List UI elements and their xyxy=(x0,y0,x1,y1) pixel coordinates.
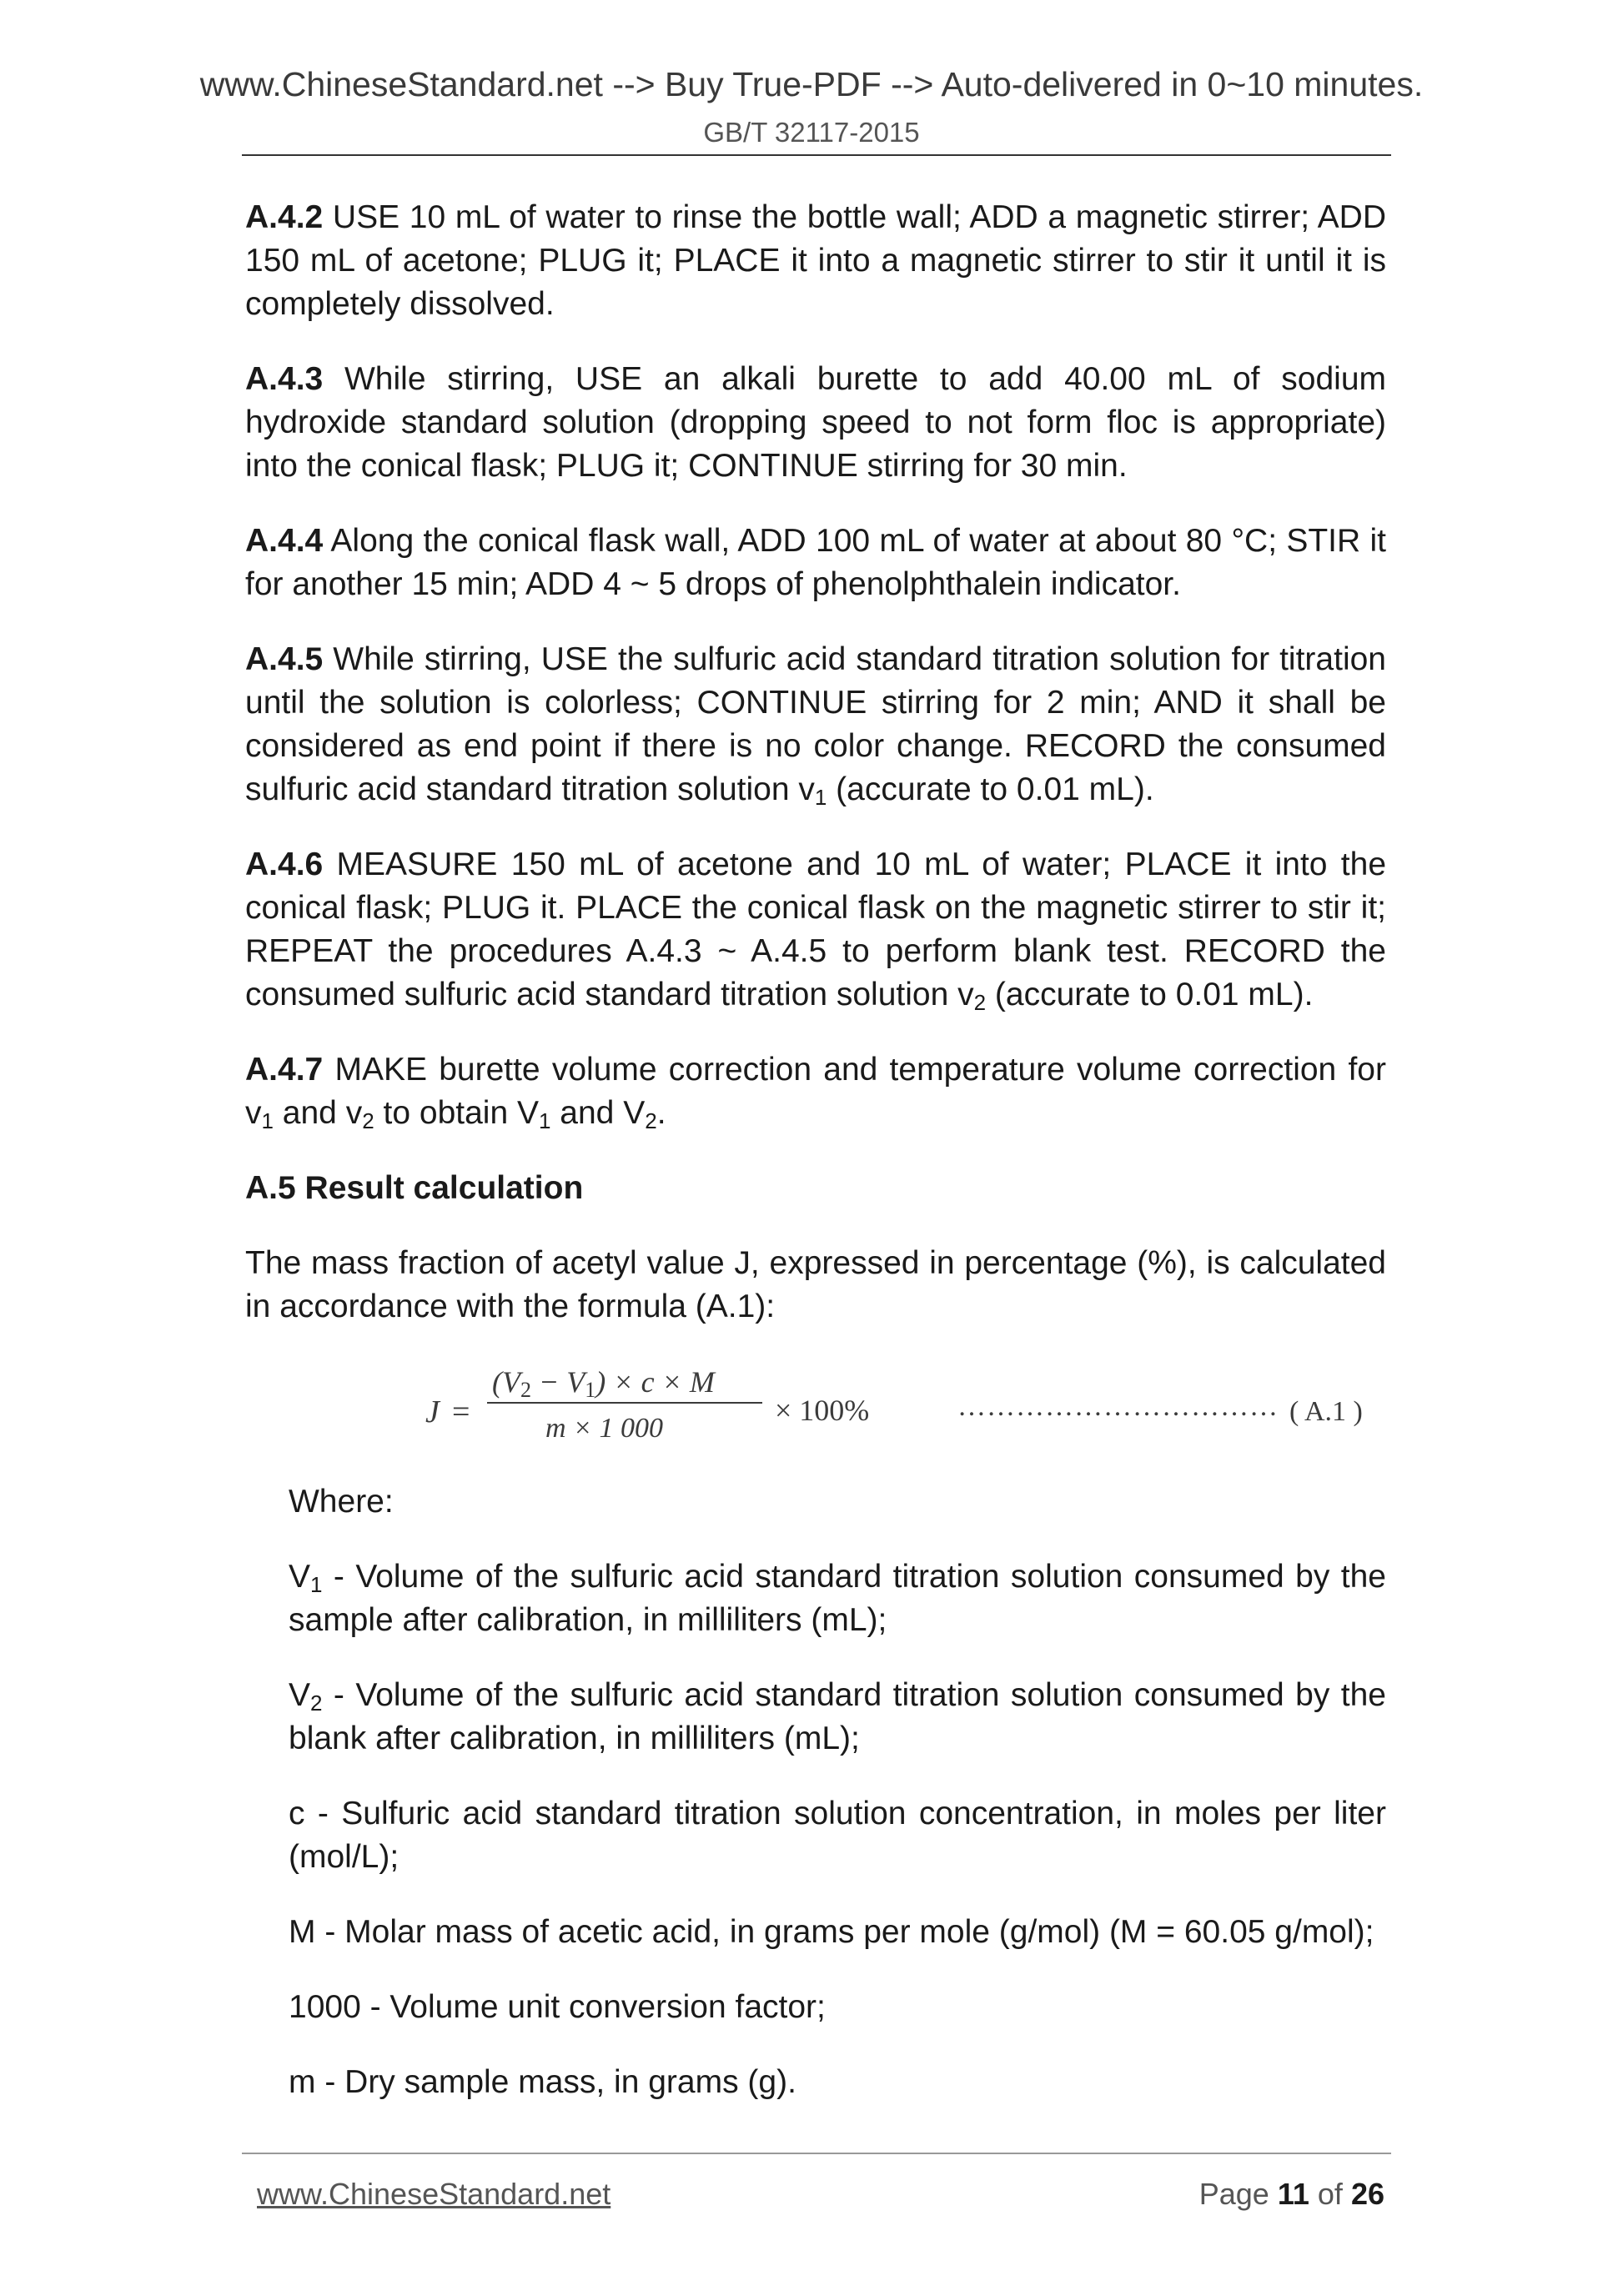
subscript: 1 xyxy=(261,1108,274,1133)
section-title: A.5 Result calculation xyxy=(245,1170,584,1206)
definition-c xyxy=(289,1792,1386,1879)
formula-term: m × 1 000 xyxy=(545,1413,663,1444)
where-label: Where: xyxy=(289,1484,394,1520)
clause-id: A.4.7 xyxy=(245,1052,324,1088)
clause-text: While stirring, USE an alkali burette to add 40.00 mL of sodium hydroxide standard solution (dropping speed to not form floc is appropriate) into the conical flask; PLUG it; CONTINUE stirring for 30 min. xyxy=(245,361,1386,484)
formula-term: − V xyxy=(530,1365,585,1399)
definition-symbol: V xyxy=(289,1559,311,1595)
document-body xyxy=(245,196,1386,2136)
formula-reference: ( A.1 ) xyxy=(1289,1396,1363,1427)
footer-divider xyxy=(242,2153,1391,2154)
page-total: 26 xyxy=(1350,2177,1384,2211)
clause-id: A.4.6 xyxy=(245,847,324,882)
formula-equals: = xyxy=(452,1394,470,1429)
subscript: 2 xyxy=(362,1108,374,1133)
header-divider xyxy=(242,154,1391,156)
definition-text: - Molar mass of acetic acid, in grams per mole (g/mol) (M = 60.05 g/mol); xyxy=(315,1914,1374,1950)
clause-text: MEASURE 150 mL of acetone and 10 mL of water; PLACE it into the conical flask; PLUG it. PLACE the conical flask on the magnetic stirrer to stir it; REPEAT the procedures A.4.3 ~ A.4.5 to perform blank test. RECORD the consumed sulfuric acid standard titration solution v xyxy=(245,847,1387,1012)
definition-text: - Volume of the sulfuric acid standard titration solution consumed by the blank after calibration, in milliliters (mL); xyxy=(289,1677,1386,1756)
page-label: Page xyxy=(1198,2177,1269,2211)
subscript: 2 xyxy=(310,1691,323,1716)
fraction-bar xyxy=(487,1402,762,1404)
clause-text: to obtain V xyxy=(374,1095,539,1131)
header-banner: www.ChineseStandard.net --> Buy True-PDF --> Auto-delivered in 0~10 minutes. xyxy=(199,65,1424,103)
definition-1000 xyxy=(289,1986,1386,2029)
formula-a-1 xyxy=(245,1360,1386,1452)
definition-text: - Volume of the sulfuric acid standard titration solution consumed by the sample after calibration, in milliliters (mL); xyxy=(289,1559,1386,1638)
subscript: 1 xyxy=(539,1108,551,1133)
subscript: 1 xyxy=(814,785,827,810)
subscript: 2 xyxy=(520,1378,531,1402)
definition-m-molar xyxy=(289,1911,1386,1954)
clause-a-4-3 xyxy=(245,358,1386,488)
clause-id: A.4.3 xyxy=(245,361,324,397)
definition-symbol: m xyxy=(289,2064,316,2100)
page-indicator xyxy=(1199,2177,1384,2212)
subscript: 2 xyxy=(645,1108,657,1133)
of-label: of xyxy=(1317,2177,1343,2211)
clause-a-4-7 xyxy=(245,1048,1386,1135)
footer-site-link[interactable]: www.ChineseStandard.net xyxy=(257,2177,611,2211)
section-intro: The mass fraction of acetyl value J, expressed in percentage (%), is calculated in accordance with the formula (A.1): xyxy=(245,1245,1386,1324)
clause-text: . xyxy=(656,1095,666,1131)
definition-v2 xyxy=(289,1674,1386,1761)
formula-leader-dots: …………………………… xyxy=(957,1391,1279,1422)
definition-text: - Sulfuric acid standard titration solution concentration, in moles per liter (mol/L); xyxy=(289,1796,1386,1875)
definition-m-mass xyxy=(289,2061,1386,2104)
definition-text: - Volume unit conversion factor; xyxy=(360,1989,826,2025)
page-number: 11 xyxy=(1277,2177,1309,2211)
subscript: 1 xyxy=(310,1572,323,1597)
formula-denominator xyxy=(545,1407,663,1450)
clause-id: A.4.4 xyxy=(245,523,324,559)
standard-number: GB/T 32117-2015 xyxy=(703,117,920,148)
formula-term: (V xyxy=(492,1365,520,1399)
formula-lhs: J xyxy=(425,1394,440,1429)
formula-multiplier: × 100% xyxy=(775,1394,870,1427)
definition-symbol: V xyxy=(289,1677,311,1713)
definition-v1 xyxy=(289,1555,1386,1642)
clause-text: While stirring, USE the sulfuric acid standard titration solution for titration until the solution is colorless; CONTINUE stirring for 2 min; AND it shall be considered as end point if there is no color change. RECORD the consumed sulfuric acid standard titration solution v xyxy=(245,641,1386,807)
clause-text: (accurate to 0.01 mL). xyxy=(827,771,1154,807)
clause-id: A.4.5 xyxy=(245,641,324,677)
definition-text: - Dry sample mass, in grams (g). xyxy=(315,2064,796,2100)
clause-text: (accurate to 0.01 mL). xyxy=(986,977,1314,1012)
formula-term: ) × c × M xyxy=(595,1365,715,1399)
clause-text: USE 10 mL of water to rinse the bottle wall; ADD a magnetic stirrer; ADD 150 mL of acetone; PLUG it; PLACE it into a magnetic stirrer to stir it until it is completely dissolved. xyxy=(245,199,1387,322)
definition-symbol: M xyxy=(289,1914,316,1950)
clause-a-4-5 xyxy=(245,638,1386,811)
clause-text: and v xyxy=(273,1095,363,1131)
definition-symbol: 1000 xyxy=(289,1989,361,2025)
clause-text: Along the conical flask wall, ADD 100 mL of water at about 80 °C; STIR it for another 15 min; ADD 4 ~ 5 drops of phenolphthalein indicator. xyxy=(245,523,1386,602)
formula-numerator xyxy=(492,1360,715,1404)
clause-text: and V xyxy=(550,1095,646,1131)
clause-a-4-4 xyxy=(245,520,1386,606)
clause-a-4-2 xyxy=(245,196,1386,326)
subscript: 1 xyxy=(585,1378,596,1402)
clause-text: MAKE burette volume correction and temperature volume correction for v xyxy=(245,1052,1386,1131)
clause-id: A.4.2 xyxy=(245,199,324,235)
definition-symbol: c xyxy=(289,1796,305,1831)
subscript: 2 xyxy=(973,990,987,1015)
clause-a-4-6 xyxy=(245,843,1386,1017)
